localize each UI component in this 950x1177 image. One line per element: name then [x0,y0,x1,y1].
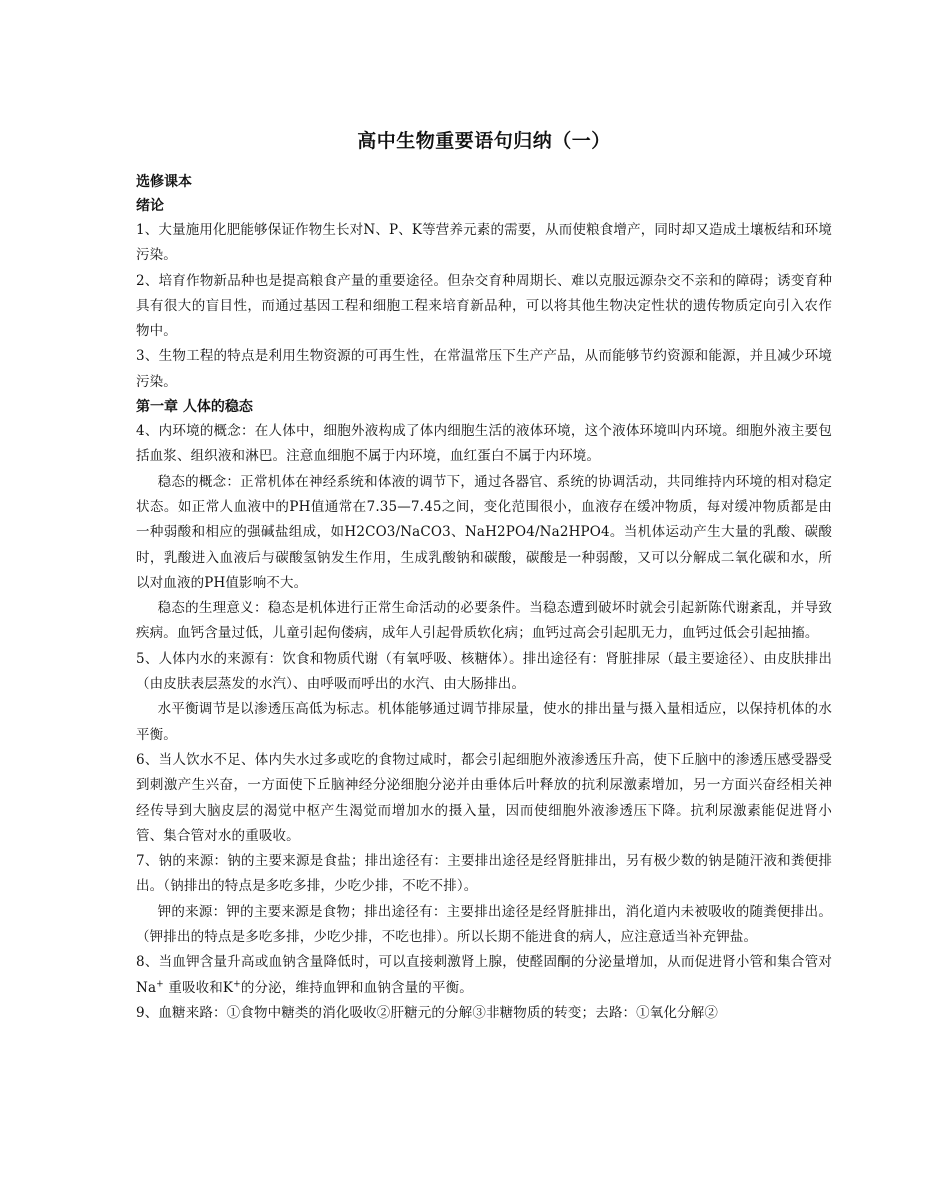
intro-heading: 绪论 [136,198,164,214]
paragraph-8-text-b: 重吸收和K [163,979,234,996]
paragraph-3: 3、生物工程的特点是利用生物资源的可再生性，在常温常压下生产产品，从而能够节约资源和能源，并且减少环境污染。 [136,348,832,390]
paragraph-5: 5、人体内水的来源有：饮食和物质代谢（有氧呼吸、核糖体）。排出途径有：肾脏排尿（最主要途径）、由皮肤排出（由皮肤表层蒸发的水汽）、由呼吸而呼出的水汽、由大肠排出。 [136,650,832,693]
paragraph-2: 2、培育作物新品种也是提高粮食产量的重要途径。但杂交育种周期长、难以克服远源杂交不亲和的障碍；诱变育种具有很大的盲目性，而通过基因工程和细胞工程来培育新品种，可以将其他生物决定性状的遗传物质定向引入农作物中。 [136,272,832,340]
paragraph-8-text-c: 的分泌，维持血钾和血钠含量的平衡。 [240,979,473,996]
paragraph-7-potassium: 钾的来源：钾的主要来源是食物；排出途径有：主要排出途径是经肾脏排出，消化道内未被吸收的随粪便排出。（钾排出的特点是多吃多排，少吃少排，不吃也排）。所以长期不能进食的病人，应注意适当补充钾盐。 [136,903,832,946]
paragraph-8-text-a: 8、当血钾含量升高或血钠含量降低时，可以直接刺激肾上腺，使醛固酮的分泌量增加，从而促进肾小管和集合管对Na [136,954,832,996]
paragraph-9: 9、血糖来路：①食物中糖类的消化吸收②肝糖元的分解③非糖物质的转变；去路：①氧化分解② [136,1004,719,1021]
paragraph-4-significance: 稳态的生理意义：稳态是机体进行正常生命活动的必要条件。当稳态遭到破坏时就会引起新陈代谢紊乱，并导致疾病。血钙含量过低，儿童引起佝偻病，成年人引起骨质软化病；血钙过高会引起肌无力，血钙过低会引起抽搐。 [136,600,832,642]
page-title: 高中生物重要语句归纳（一） [357,130,611,152]
chapter-1-heading: 第一章 人体的稳态 [136,399,253,416]
paragraph-8 [136,950,832,1001]
paragraph-6: 6、当人饮水不足、体内失水过多或吃的食物过咸时，都会引起细胞外液渗透压升高，使下丘脑中的渗透压感受器受到刺激产生兴奋，一方面使下丘脑神经分泌细胞分泌并由垂体后叶释放的抗利尿激素增加，另一方面兴奋经相关神经传导到大脑皮层的渴觉中枢产生渴觉而增加水的摄入量，因而使细胞外液渗透压下降。抗利尿激素能促进肾小管、集合管对水的重吸收。 [136,751,832,844]
paragraph-7: 7、钠的来源：钠的主要来源是食盐；排出途径有：主要排出途径是经肾脏排出，另有极少数的钠是随汗液和粪便排出。（钠排出的特点是多吃多排，少吃少排，不吃不排）。 [136,853,832,895]
section-heading: 选修课本 [136,174,192,190]
potassium-charge-superscript: + [233,979,241,990]
paragraph-5-water-balance: 水平衡调节是以渗透压高低为标志。机体能够通过调节排尿量，使水的排出量与摄入量相适应，以保持机体的水平衡。 [136,701,832,743]
paragraph-4-homeostasis: 稳态的概念：正常机体在神经系统和体液的调节下，通过各器官、系统的协调活动，共同维持内环境的相对稳定状态。如正常人血液中的PH值通常在7.35—7.45之间，变化范围很小，血液存在缓冲物质，每对缓冲物质都是由一种弱酸和相应的强碱盐组成，如H2CO3/NaCO3、NaH2PO4/Na2HPO4。当机体运动产生大量的乳酸、碳酸时，乳酸进入血液后与碳酸氢钠发生作用，生成乳酸钠和碳酸，碳酸是一种弱酸，又可以分解成二氧化碳和水，所以对血液的PH值影响不大。 [136,473,832,591]
paragraph-1: 1、大量施用化肥能够保证作物生长对N、P、K等营养元素的需要，从而使粮食增产，同时却又造成土壤板结和环境污染。 [136,222,832,264]
sodium-charge-superscript: + [156,979,164,990]
paragraph-4: 4、内环境的概念：在人体中，细胞外液构成了体内细胞生活的液体环境，这个液体环境叫内环境。细胞外液主要包括血浆、组织液和淋巴。注意血细胞不属于内环境，血红蛋白不属于内环境。 [136,423,832,465]
